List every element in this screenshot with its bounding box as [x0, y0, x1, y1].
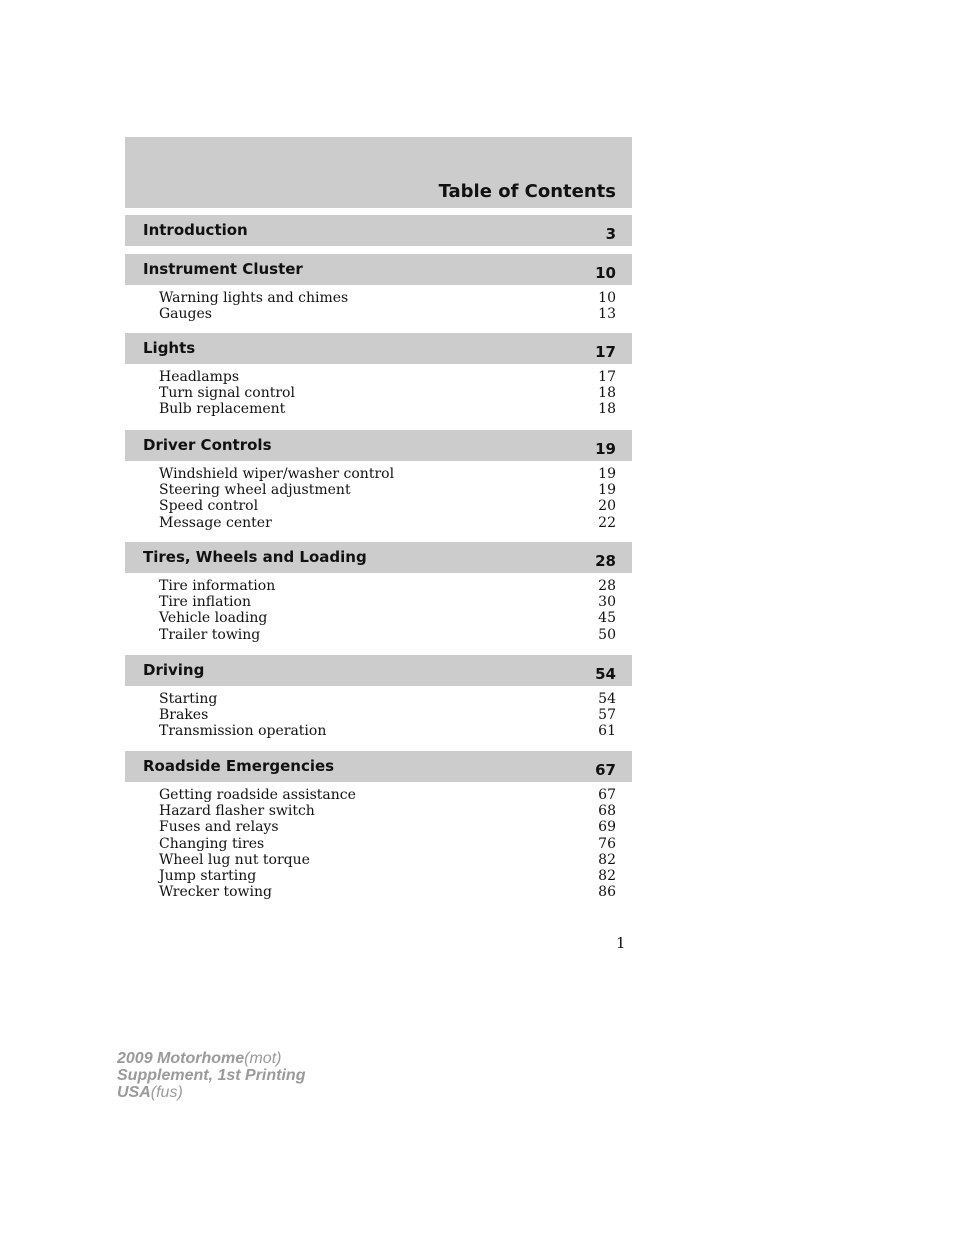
entry-page-number: 17	[598, 369, 616, 385]
entry-page-number: 18	[598, 401, 616, 418]
entry-label: Tire information	[159, 578, 276, 594]
section-title: Tires, Wheels and Loading	[143, 548, 367, 566]
entry-page-number: 86	[598, 884, 616, 901]
toc-entry	[125, 627, 632, 643]
entry-label: Jump starting	[159, 867, 257, 884]
section-page-number: 19	[595, 440, 616, 458]
entry-label: Brakes	[159, 707, 209, 724]
toc-entry	[125, 385, 632, 401]
entry-page-number: 22	[598, 514, 616, 531]
toc-section	[125, 333, 632, 418]
toc-section	[125, 542, 632, 643]
footer-market-code: (fus)	[150, 1084, 183, 1101]
section-entries	[125, 782, 632, 900]
toc-entry	[125, 594, 632, 610]
entry-label: Wheel lug nut torque	[159, 851, 310, 868]
entry-page-number: 57	[598, 707, 616, 724]
toc-title: Table of Contents	[438, 181, 616, 202]
entry-page-number: 68	[598, 803, 616, 820]
toc-section	[125, 254, 632, 322]
footer-line-1	[117, 1050, 305, 1067]
toc-entry	[125, 884, 632, 900]
section-page-number: 28	[595, 552, 616, 570]
section-header-bar	[125, 333, 632, 364]
entry-label: Wrecker towing	[159, 884, 272, 901]
entry-page-number: 82	[598, 867, 616, 884]
entry-page-number: 19	[598, 482, 616, 499]
footer-line-2	[117, 1067, 305, 1084]
toc-section	[125, 215, 632, 246]
entry-label: Changing tires	[159, 835, 265, 852]
toc-entry	[125, 803, 632, 819]
section-entries	[125, 461, 632, 531]
toc-entry	[125, 466, 632, 482]
toc-entry	[125, 852, 632, 868]
toc-entry	[125, 819, 632, 835]
section-page-number: 10	[595, 264, 616, 282]
print-footer	[117, 1050, 305, 1101]
section-page-number: 67	[595, 761, 616, 779]
toc-section	[125, 655, 632, 740]
entry-label: Trailer towing	[159, 626, 261, 643]
section-entries	[125, 364, 632, 418]
entry-page-number: 19	[598, 466, 616, 482]
entry-label: Gauges	[159, 306, 212, 323]
section-page-number: 3	[605, 225, 616, 243]
toc-entry	[125, 578, 632, 594]
section-title: Driving	[143, 661, 205, 679]
section-title: Lights	[143, 339, 196, 357]
toc-entry	[125, 306, 632, 322]
toc-entry	[125, 723, 632, 739]
section-header-bar	[125, 254, 632, 285]
entry-page-number: 69	[598, 819, 616, 836]
section-title: Driver Controls	[143, 436, 272, 454]
toc-header-bar	[125, 137, 632, 208]
entry-page-number: 61	[598, 723, 616, 740]
entry-label: Vehicle loading	[159, 610, 268, 627]
entry-page-number: 10	[598, 290, 616, 306]
section-page-number: 17	[595, 343, 616, 361]
entry-label: Turn signal control	[159, 385, 295, 402]
entry-page-number: 20	[598, 498, 616, 515]
entry-label: Transmission operation	[159, 723, 327, 740]
entry-page-number: 67	[598, 787, 616, 803]
entry-label: Steering wheel adjustment	[159, 482, 351, 499]
entry-label: Starting	[159, 691, 218, 707]
toc-entry	[125, 707, 632, 723]
toc-entry	[125, 868, 632, 884]
entry-page-number: 18	[598, 385, 616, 402]
footer-model-code: (mot)	[244, 1050, 282, 1067]
section-page-number: 54	[595, 665, 616, 683]
footer-model: 2009 Motorhome	[117, 1050, 245, 1067]
section-header-bar	[125, 751, 632, 782]
section-title: Introduction	[143, 221, 248, 239]
section-entries	[125, 573, 632, 643]
entry-page-number: 76	[598, 835, 616, 852]
toc-section	[125, 751, 632, 900]
entry-label: Speed control	[159, 498, 259, 515]
toc-entry	[125, 610, 632, 626]
toc-section	[125, 430, 632, 531]
section-title: Instrument Cluster	[143, 260, 303, 278]
entry-label: Message center	[159, 514, 272, 531]
section-header-bar	[125, 655, 632, 686]
toc-entry	[125, 515, 632, 531]
footer-line-3	[117, 1084, 305, 1101]
entry-label: Fuses and relays	[159, 819, 279, 836]
section-title: Roadside Emergencies	[143, 757, 335, 775]
entry-page-number: 50	[598, 626, 616, 643]
section-header-bar	[125, 215, 632, 246]
footer-printing: Supplement, 1st Printing	[117, 1067, 306, 1084]
section-header-bar	[125, 430, 632, 461]
toc-entry	[125, 401, 632, 417]
entry-page-number: 30	[598, 594, 616, 611]
toc-entry	[125, 482, 632, 498]
entry-label: Bulb replacement	[159, 401, 286, 418]
toc-entry	[125, 290, 632, 306]
entry-label: Hazard flasher switch	[159, 803, 315, 820]
entry-label: Getting roadside assistance	[159, 787, 356, 803]
entry-page-number: 54	[598, 691, 616, 707]
entry-page-number: 28	[598, 578, 616, 594]
entry-label: Headlamps	[159, 369, 240, 385]
section-entries	[125, 686, 632, 740]
entry-label: Tire inflation	[159, 594, 251, 611]
entry-page-number: 45	[598, 610, 616, 627]
page-number: 1	[616, 934, 626, 952]
section-header-bar	[125, 542, 632, 573]
toc-entry	[125, 836, 632, 852]
footer-market: USA	[117, 1084, 151, 1101]
section-entries	[125, 285, 632, 322]
toc-entry	[125, 691, 632, 707]
toc-entry	[125, 787, 632, 803]
entry-page-number: 82	[598, 851, 616, 868]
toc-entry	[125, 498, 632, 514]
entry-label: Windshield wiper/washer control	[159, 466, 395, 482]
entry-label: Warning lights and chimes	[159, 290, 349, 306]
toc-entry	[125, 369, 632, 385]
entry-page-number: 13	[598, 306, 616, 323]
